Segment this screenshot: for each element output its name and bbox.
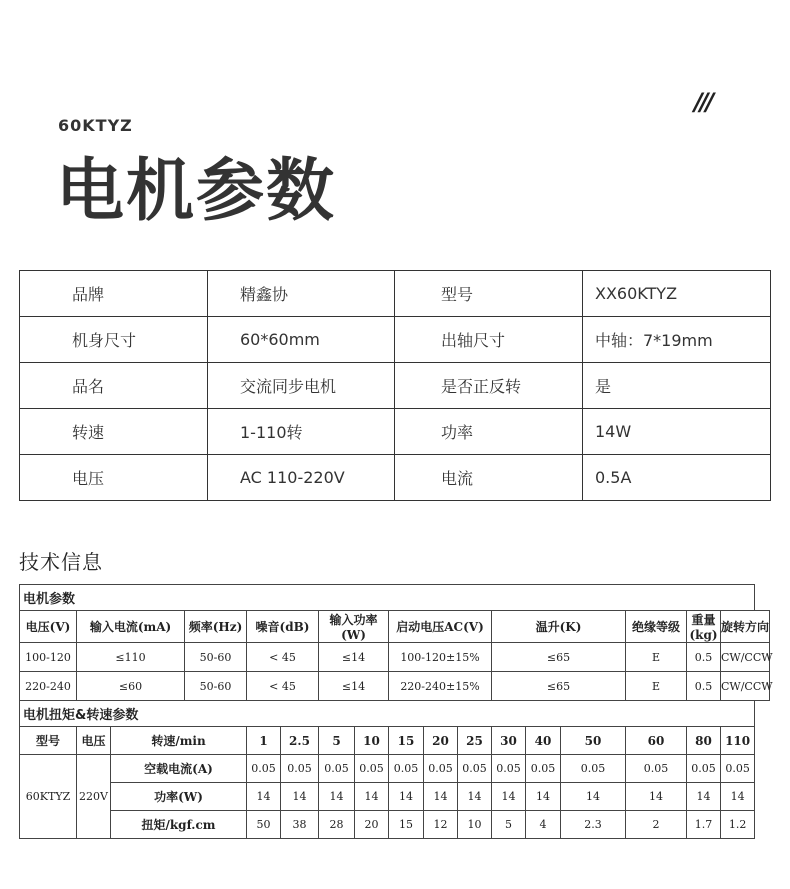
motor-cell: 0.5 xyxy=(687,672,721,701)
torque-header-speed: 转速/min xyxy=(111,727,247,755)
torque-value-cell: 1.7 xyxy=(687,811,721,839)
torque-value-cell: 0.05 xyxy=(389,755,424,783)
motor-row xyxy=(20,643,770,672)
motor-header-cell: 频率(Hz) xyxy=(185,611,247,643)
torque-header-voltage: 电压 xyxy=(77,727,111,755)
torque-value-cell: 14 xyxy=(561,783,626,811)
params-row xyxy=(20,271,771,317)
speed-header-cell: 110 xyxy=(721,727,755,755)
torque-value-cell: 0.05 xyxy=(561,755,626,783)
torque-value-cell: 38 xyxy=(281,811,319,839)
motor-cell: E xyxy=(626,643,687,672)
speed-header-cell: 1 xyxy=(247,727,281,755)
param-value: 精鑫协 xyxy=(208,271,395,317)
params-row xyxy=(20,409,771,455)
torque-value-cell: 14 xyxy=(281,783,319,811)
torque-value-cell: 0.05 xyxy=(492,755,526,783)
param-value: 14W xyxy=(583,409,771,455)
torque-value-cell: 5 xyxy=(492,811,526,839)
motor-cell: ≤60 xyxy=(77,672,185,701)
torque-value-cell: 15 xyxy=(389,811,424,839)
motor-header-cell: 温升(K) xyxy=(492,611,626,643)
torque-value-cell: 12 xyxy=(424,811,458,839)
torque-row-label: 空载电流(A) xyxy=(111,755,247,783)
speed-header-cell: 2.5 xyxy=(281,727,319,755)
motor-cell: 100-120 xyxy=(20,643,77,672)
speed-header-cell: 40 xyxy=(526,727,561,755)
speed-header-cell: 15 xyxy=(389,727,424,755)
torque-row-label: 扭矩/kgf.cm xyxy=(111,811,247,839)
motor-header-cell: 输入功率(W) xyxy=(319,611,389,643)
motor-cell: ≤65 xyxy=(492,672,626,701)
param-key: 功率 xyxy=(395,409,583,455)
param-key: 机身尺寸 xyxy=(20,317,208,363)
torque-value-cell: 1.2 xyxy=(721,811,755,839)
page-title: 电机参数 xyxy=(56,152,337,231)
motor-cell: ≤14 xyxy=(319,643,389,672)
torque-value-cell: 10 xyxy=(458,811,492,839)
torque-value-cell: 14 xyxy=(687,783,721,811)
motor-header-cell: 重量(kg) xyxy=(687,611,721,643)
torque-value-cell: 0.05 xyxy=(247,755,281,783)
motor-header-cell: 旋转方向 xyxy=(721,611,770,643)
motor-cell: < 45 xyxy=(247,672,319,701)
motor-cell: 50-60 xyxy=(185,643,247,672)
torque-value-cell: 0.05 xyxy=(319,755,355,783)
torque-row xyxy=(20,755,770,783)
motor-cell: E xyxy=(626,672,687,701)
param-value: 1-110转 xyxy=(208,409,395,455)
motor-header-cell: 绝缘等级 xyxy=(626,611,687,643)
param-key: 出轴尺寸 xyxy=(395,317,583,363)
torque-value-cell: 0.05 xyxy=(721,755,755,783)
torque-value-cell: 0.05 xyxy=(626,755,687,783)
torque-value-cell: 0.05 xyxy=(687,755,721,783)
torque-value-cell: 14 xyxy=(319,783,355,811)
motor-section-title: 电机参数 xyxy=(20,585,755,611)
speed-header-cell: 5 xyxy=(319,727,355,755)
tech-info-table xyxy=(19,584,773,839)
model-label: 60KTYZ xyxy=(58,116,133,135)
param-value: 交流同步电机 xyxy=(208,363,395,409)
param-key: 品名 xyxy=(20,363,208,409)
torque-row-label: 功率(W) xyxy=(111,783,247,811)
params-row xyxy=(20,363,771,409)
param-key: 电压 xyxy=(20,455,208,501)
torque-value-cell: 4 xyxy=(526,811,561,839)
torque-value-cell: 0.05 xyxy=(458,755,492,783)
torque-value-cell: 14 xyxy=(389,783,424,811)
param-value: 是 xyxy=(583,363,771,409)
torque-value-cell: 0.05 xyxy=(424,755,458,783)
param-value: 0.5A xyxy=(583,455,771,501)
motor-header-cell: 噪音(dB) xyxy=(247,611,319,643)
torque-value-cell: 50 xyxy=(247,811,281,839)
torque-value-cell: 14 xyxy=(526,783,561,811)
speed-header-cell: 10 xyxy=(355,727,389,755)
motor-params-table xyxy=(19,270,771,501)
param-key: 型号 xyxy=(395,271,583,317)
tech-info-title: 技术信息 xyxy=(19,550,103,574)
torque-model-cell: 60KTYZ xyxy=(20,755,77,839)
params-row xyxy=(20,455,771,501)
torque-value-cell: 14 xyxy=(458,783,492,811)
motor-cell: ≤65 xyxy=(492,643,626,672)
param-key: 转速 xyxy=(20,409,208,455)
motor-header-row xyxy=(20,611,770,643)
torque-value-cell: 2 xyxy=(626,811,687,839)
motor-cell: 220-240 xyxy=(20,672,77,701)
speed-header-cell: 80 xyxy=(687,727,721,755)
params-row xyxy=(20,317,771,363)
param-value: 60*60mm xyxy=(208,317,395,363)
param-key: 品牌 xyxy=(20,271,208,317)
torque-section-title: 电机扭矩&转速参数 xyxy=(20,701,755,727)
torque-row xyxy=(20,811,770,839)
motor-header-cell: 启动电压AC(V) xyxy=(389,611,492,643)
param-value: XX60KTYZ xyxy=(583,271,771,317)
torque-value-cell: 14 xyxy=(492,783,526,811)
torque-value-cell: 2.3 xyxy=(561,811,626,839)
torque-header-row xyxy=(20,727,770,755)
motor-cell: 0.5 xyxy=(687,643,721,672)
param-value: AC 110-220V xyxy=(208,455,395,501)
motor-cell: 50-60 xyxy=(185,672,247,701)
motor-header-cell: 电压(V) xyxy=(20,611,77,643)
torque-value-cell: 0.05 xyxy=(281,755,319,783)
motor-cell: CW/CCW xyxy=(721,643,770,672)
torque-value-cell: 0.05 xyxy=(355,755,389,783)
motor-cell: CW/CCW xyxy=(721,672,770,701)
torque-value-cell: 14 xyxy=(355,783,389,811)
motor-cell: 100-120±15% xyxy=(389,643,492,672)
param-key: 电流 xyxy=(395,455,583,501)
torque-value-cell: 14 xyxy=(424,783,458,811)
motor-cell: ≤14 xyxy=(319,672,389,701)
param-value: 中轴：7*19mm xyxy=(583,317,771,363)
speed-header-cell: 50 xyxy=(561,727,626,755)
speed-header-cell: 30 xyxy=(492,727,526,755)
motor-row xyxy=(20,672,770,701)
decorative-slashes: /// xyxy=(694,88,712,116)
motor-header-cell: 输入电流(mA) xyxy=(77,611,185,643)
torque-value-cell: 20 xyxy=(355,811,389,839)
speed-header-cell: 60 xyxy=(626,727,687,755)
torque-header-model: 型号 xyxy=(20,727,77,755)
torque-voltage-cell: 220V xyxy=(77,755,111,839)
motor-cell: ≤110 xyxy=(77,643,185,672)
param-key: 是否正反转 xyxy=(395,363,583,409)
torque-value-cell: 14 xyxy=(247,783,281,811)
motor-cell: < 45 xyxy=(247,643,319,672)
torque-value-cell: 14 xyxy=(721,783,755,811)
motor-cell: 220-240±15% xyxy=(389,672,492,701)
torque-value-cell: 28 xyxy=(319,811,355,839)
torque-row xyxy=(20,783,770,811)
speed-header-cell: 20 xyxy=(424,727,458,755)
torque-value-cell: 0.05 xyxy=(526,755,561,783)
torque-value-cell: 14 xyxy=(626,783,687,811)
speed-header-cell: 25 xyxy=(458,727,492,755)
